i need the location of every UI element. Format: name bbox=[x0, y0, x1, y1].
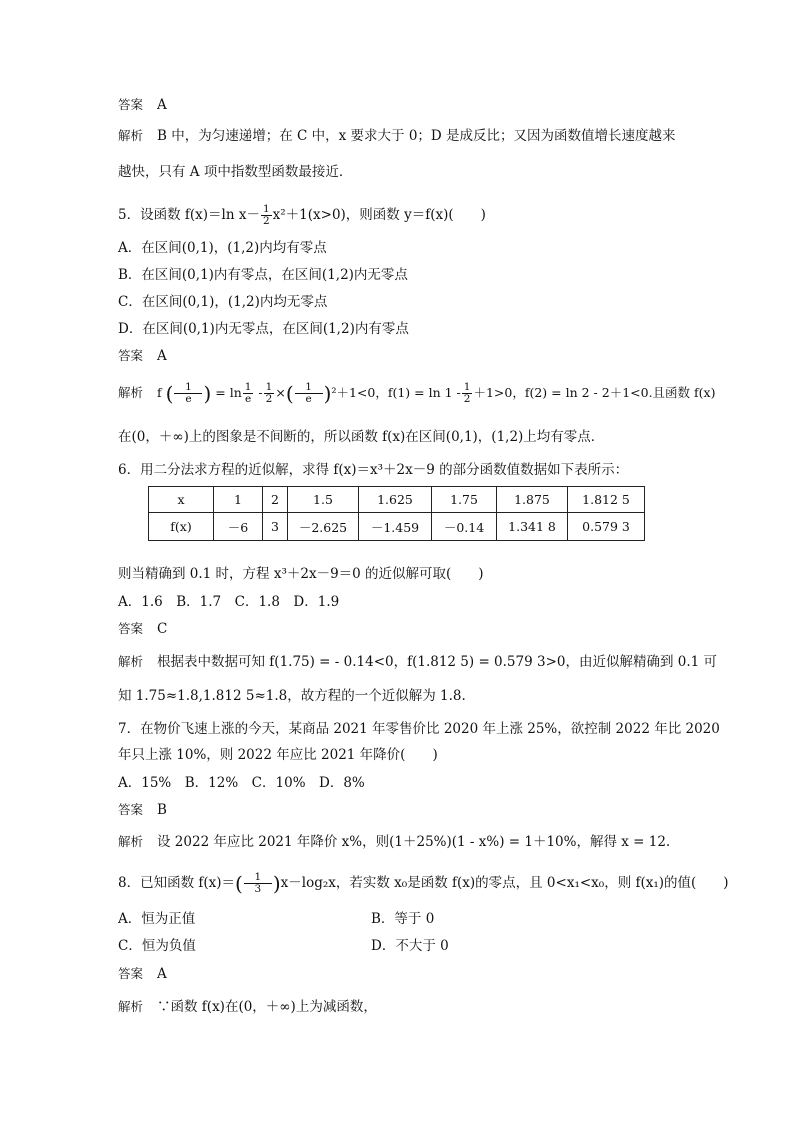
q5-answer bbox=[118, 346, 167, 366]
q5-option-a: A．在区间(0,1)，(1,2)内均有零点 bbox=[118, 240, 327, 256]
table-cell: 1 bbox=[214, 487, 263, 513]
answer-value: A bbox=[157, 966, 167, 982]
q5-option-d: D．在区间(0,1)内无零点，在区间(1,2)内有零点 bbox=[118, 321, 409, 337]
q4-answer bbox=[118, 95, 167, 115]
answer-value: A bbox=[157, 97, 167, 113]
answer-label: 答案 bbox=[118, 966, 144, 981]
table-row bbox=[149, 487, 645, 513]
q8-stem: 8．已知函数 f(x)＝( $\frac{1}{3}$ )x－log₂x，若实数 x₀是函数 f(x)的零点，且 0<x₁<x₀，则 f(x₁)的值( ) bbox=[118, 871, 729, 896]
answer-label: 答案 bbox=[118, 97, 144, 112]
q5-stem bbox=[118, 204, 486, 227]
q8-option-b: B．等于 0 bbox=[371, 911, 435, 927]
q6-value-table bbox=[148, 486, 645, 541]
analysis-label: 解析 bbox=[118, 999, 144, 1014]
answer-value: A bbox=[157, 348, 167, 364]
table-cell: 1.341 8 bbox=[497, 513, 568, 541]
answer-label: 答案 bbox=[118, 348, 144, 363]
analysis-text: B 中，为匀速递增；在 C 中，x 要求大于 0；D 是成反比；又因为函数值增长速度越来 bbox=[157, 128, 676, 144]
answer-label: 答案 bbox=[118, 802, 144, 817]
analysis-label: 解析 bbox=[118, 654, 144, 669]
analysis-label: 解析 bbox=[118, 385, 144, 400]
q7-answer bbox=[118, 800, 167, 820]
q7-analysis-line1: 解析 设 2022 年应比 2021 年降价 x%，则(1＋25%)(1 - x%) = 1＋10%，解得 x = 12. bbox=[118, 834, 671, 850]
q5-option-c: C．在区间(0,1)，(1,2)内均无零点 bbox=[118, 294, 328, 310]
table-row bbox=[149, 513, 645, 541]
table-cell: f(x) bbox=[149, 513, 214, 541]
q6-options: A．1.6 B．1.7 C．1.8 D．1.9 bbox=[118, 594, 340, 610]
table-cell: 1.75 bbox=[432, 487, 497, 513]
table-cell: －6 bbox=[214, 513, 263, 541]
q6-analysis-line1: 解析 根据表中数据可知 f(1.75) = - 0.14<0，f(1.812 5) = 0.579 3>0，由近似解精确到 0.1 可 bbox=[118, 654, 718, 670]
answer-value: B bbox=[157, 802, 167, 818]
q6-stem: 6．用二分法求方程的近似解，求得 f(x)＝x³＋2x－9 的部分函数值数据如下表所示： bbox=[118, 462, 629, 478]
table-cell: 0.579 3 bbox=[568, 513, 645, 541]
q5-stem-suffix: x²＋1(x>0)，则函数 y＝f(x)( ) bbox=[272, 207, 486, 223]
table-cell: 3 bbox=[263, 513, 288, 541]
q7-stem-line1: 7．在物价飞速上涨的今天，某商品 2021 年零售价比 2020 年上涨 25%，欲控制 2022 年比 2020 bbox=[118, 721, 720, 737]
table-cell: 1.5 bbox=[288, 487, 359, 513]
q8-option-d: D．不大于 0 bbox=[371, 938, 449, 954]
analysis-label: 解析 bbox=[118, 834, 144, 849]
table-cell: 1.625 bbox=[359, 487, 432, 513]
analysis-label: 解析 bbox=[118, 128, 144, 143]
q5-analysis-line2: 在(0，＋∞)上的图象是不间断的，所以函数 f(x)在区间(0,1)，(1,2)上均有零点． bbox=[118, 429, 605, 445]
answer-label: 答案 bbox=[118, 621, 144, 636]
q8-answer bbox=[118, 964, 167, 984]
table-cell: 1.812 5 bbox=[568, 487, 645, 513]
answer-value: C bbox=[157, 621, 168, 637]
q6-analysis-line2: 知 1.75≈1.8,1.812 5≈1.8，故方程的一个近似解为 1.8. bbox=[118, 688, 466, 704]
q8-analysis-line1: 解析 ∵函数 f(x)在(0，＋∞)上为减函数， bbox=[118, 999, 377, 1015]
q8-option-a: A．恒为正值 bbox=[118, 911, 196, 927]
q4-analysis-line2: 越快，只有 A 项中指数型函数最接近． bbox=[118, 164, 353, 180]
q5-analysis-line1: 解析 f ( $\frac{1}{e}$ ) = ln $\frac{1}{e}$ - $\frac{1}{2}$ ×( $\frac{1}{e}$ )²＋1<0，f(1) = ln 1 - $\frac{1}{2}$ ＋1>0，f(2) = ln 2 - 2＋1<0.且函数 f(x) bbox=[118, 381, 716, 406]
table-cell: －0.14 bbox=[432, 513, 497, 541]
q5-stem-prefix: 5．设函数 f(x)＝ln x－ bbox=[118, 207, 260, 223]
q4-analysis-line1 bbox=[118, 126, 676, 146]
table-cell: x bbox=[149, 487, 214, 513]
q7-options: A．15% B．12% C．10% D．8% bbox=[118, 775, 365, 791]
q6-answer bbox=[118, 619, 167, 639]
q6-question: 则当精确到 0.1 时，方程 x³＋2x－9＝0 的近似解可取( ) bbox=[118, 566, 484, 582]
table-cell: 2 bbox=[263, 487, 288, 513]
table-cell: 1.875 bbox=[497, 487, 568, 513]
q8-option-c: C．恒为负值 bbox=[118, 938, 196, 954]
q7-stem-line2: 年只上涨 10%，则 2022 年应比 2021 年降价( ) bbox=[118, 747, 438, 763]
table-cell: －2.625 bbox=[288, 513, 359, 541]
table-cell: －1.459 bbox=[359, 513, 432, 541]
q5-fraction: $\frac{1}{2}$ bbox=[262, 203, 270, 227]
q5-option-b: B．在区间(0,1)内有零点，在区间(1,2)内无零点 bbox=[118, 267, 408, 283]
